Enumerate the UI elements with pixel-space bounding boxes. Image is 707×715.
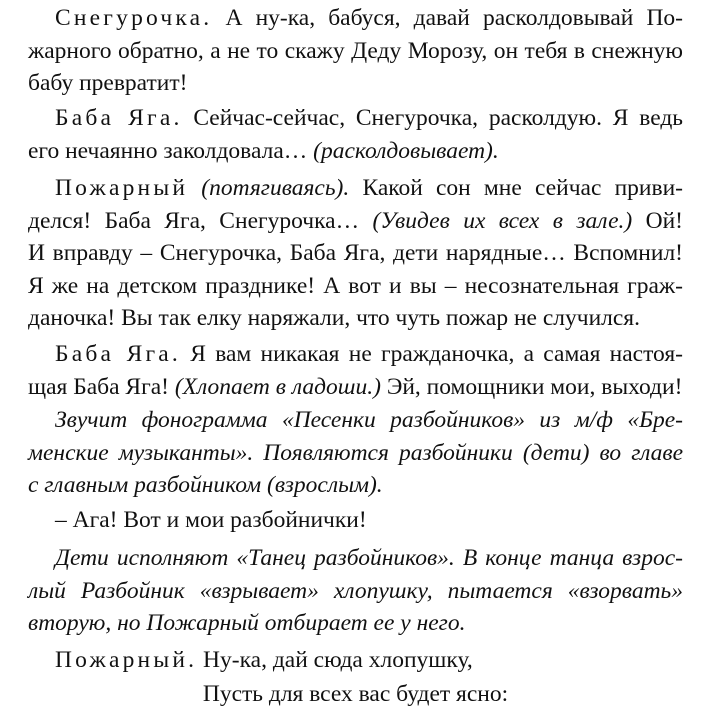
text-line [28, 404, 683, 437]
speaker-name: Баба Яга. [55, 341, 181, 367]
paragraph-snegurochka [28, 2, 683, 100]
text-line [28, 2, 683, 35]
paragraph-baba-yaga-2 [28, 338, 683, 403]
stage-direction: менские музыканты». Появляются разбойники (дети) во главе [28, 439, 683, 466]
stage-direction: вторую, но Пожарный отбирает ее у него. [28, 610, 466, 636]
stage-direction: с главным разбойником (взрослым). [28, 472, 383, 498]
dialogue-text: Ой! [632, 207, 684, 234]
dialogue-text: Я же на детском празднике! А вот и вы – несознательная граж- [28, 272, 683, 299]
dialogue-text: жарного обратно, а не то скажу Деду Морозу, он тебя в снежную [28, 37, 683, 64]
speaker-name: Пожарный. [55, 647, 198, 673]
dialogue-text: Ну-ка, дай сюда хлопушку, [197, 647, 473, 673]
dialogue-text: – Ага! Вот и мои разбойнички! [55, 507, 367, 533]
paragraph-verse [28, 678, 683, 711]
text-line [28, 504, 683, 537]
dialogue-text: щая Баба Яга! [28, 373, 175, 400]
stage-direction: лый Разбойник «взрывает» хлопушку, пытается «взорвать» [28, 577, 683, 604]
stage-direction: (Хлопает в ладоши.) [174, 373, 381, 400]
text-line [28, 575, 683, 608]
text-line [28, 302, 683, 335]
text-line [28, 371, 683, 404]
speaker-name: Пожарный [55, 175, 189, 201]
paragraph-pozharny-1 [28, 172, 683, 335]
dialogue-text: даночка! Вы так елку наряжали, что чуть пожар не случился. [28, 305, 640, 331]
dialogue-text: его нечаянно заколдовала… [28, 137, 314, 164]
text-line [28, 172, 683, 205]
verse-line [28, 678, 683, 711]
paragraph-remark-robbers [28, 404, 683, 502]
dialogue-text: Сейчас-сейчас, Снегурочка, расколдую. Я ведь [182, 105, 683, 131]
dialogue-text: Какой сон мне сейчас приви- [349, 175, 683, 201]
speaker-name: Снегурочка. [55, 5, 213, 31]
dialogue-text [188, 175, 201, 201]
text-line [28, 35, 683, 68]
text-line [28, 237, 683, 270]
dialogue-text: бабу превратит! [28, 70, 188, 96]
paragraph-baba-yaga-1 [28, 102, 683, 167]
text-line [28, 67, 683, 100]
text-line [28, 338, 683, 371]
stage-direction: (Увидев их всех в зале.) [372, 207, 633, 234]
stage-direction: Звучит фонограмма «Песенки разбойников» из м/ф «Бре- [55, 407, 683, 433]
text-line [28, 542, 683, 575]
stage-direction: Дети исполняют «Танец разбойников». В конце танца взрос- [55, 545, 683, 571]
verse-text: Пусть для всех вас будет ясно: [202, 681, 509, 707]
text-line [28, 270, 683, 303]
stage-direction: (расколдовывает). [313, 137, 499, 164]
stage-direction: (потягиваясь). [201, 175, 350, 201]
dialogue-text: И вправду – Снегурочка, Баба Яга, дети нарядные… Вспомнил! [28, 240, 683, 266]
text-line [28, 205, 683, 238]
text-line [28, 469, 683, 502]
dialogue-text: А ну-ка, бабуся, давай расколдовывай По- [212, 5, 683, 31]
paragraph-baba-yaga-3 [28, 504, 683, 537]
paragraph-pozharny-2 [28, 644, 683, 677]
text-line [28, 102, 683, 135]
paragraph-remark-dance [28, 542, 683, 640]
text-line [28, 644, 683, 677]
speaker-name: Баба Яга. [55, 105, 183, 131]
dialogue-text: делся! Баба Яга, Снегурочка… [28, 207, 373, 234]
text-line [28, 437, 683, 470]
dialogue-text: Я вам никакая не гражданочка, а самая настоя- [181, 341, 683, 367]
dialogue-text: Эй, помощники мои, выходи! [380, 373, 683, 400]
text-line [28, 607, 683, 640]
text-line [28, 135, 683, 168]
